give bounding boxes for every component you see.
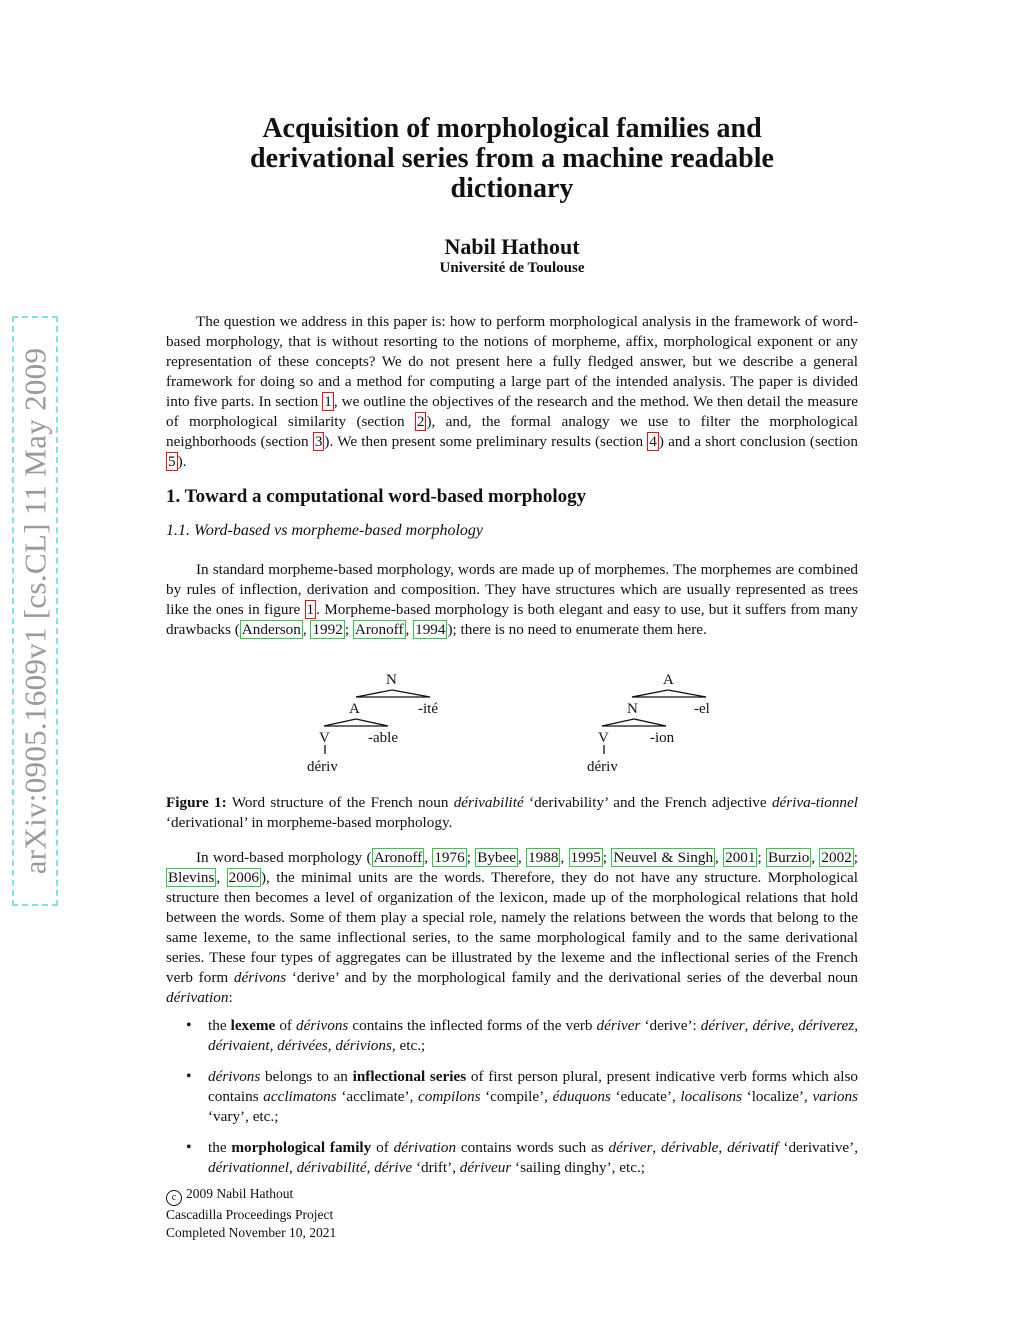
tree-derivabilite (300, 672, 470, 782)
citation-aronoff-1[interactable]: Aronoff (373, 849, 423, 866)
copyright-icon: c (166, 1190, 182, 1206)
section-ref-1[interactable]: 1 (324, 393, 332, 410)
tree-1-stem: dériv (307, 759, 338, 775)
arxiv-stamp-text: arXiv:0905.1609v1 [cs.CL] 11 May 2009 (17, 347, 52, 875)
list-item-morphological-family: • the morphological family of dérivation contains words such as dériver, dérivable, dérivatif ‘derivative’, dérivationnel, dérivabilité, dérive ‘drift’, dériveur ‘sailing dinghy’, etc.; (186, 1138, 858, 1178)
citation-2001[interactable]: 2001 (725, 849, 756, 866)
title-line-3: dictionary (450, 173, 574, 204)
citation-anderson[interactable]: Anderson (241, 621, 301, 638)
subsection-1-1-heading: 1.1. Word-based vs morpheme-based morphology (166, 522, 483, 539)
citation-blevins[interactable]: Blevins (168, 869, 215, 886)
author-name: Nabil Hathout (444, 234, 580, 259)
section-ref-3[interactable]: 3 (314, 433, 323, 450)
citation-1994[interactable]: 1994 (415, 621, 446, 638)
tree-2-stem: dériv (587, 759, 618, 775)
section-ref-4[interactable]: 4 (649, 433, 657, 450)
footer (166, 1185, 336, 1242)
tree-2-leaf: V (598, 730, 609, 746)
paragraph-1: In standard morpheme-based morphology, words are made up of morphemes. The morphemes are combined by rules of inflection, derivation and composition. They have structures which are usually represented as trees like the ones in figure 1 . Morpheme-based morphology is both elegant and easy to use, but it suffers from many drawbacks ( Anderson , 1992 ; Aronoff , 1994 ); there is no need to enumerate them here. (166, 561, 858, 638)
tree-1-leaf-suffix: -able (368, 730, 398, 746)
citation-1992[interactable]: 1992 (312, 621, 343, 638)
figure-1-label: Figure 1: (166, 794, 227, 811)
tree-derivationnel (580, 672, 750, 782)
affiliation: Université de Toulouse (439, 260, 585, 276)
project-line: Cascadilla Proceedings Project (166, 1207, 334, 1222)
citation-bybee[interactable]: Bybee (477, 849, 517, 866)
section-ref-5[interactable]: 5 (168, 453, 176, 470)
arxiv-stamp (12, 316, 58, 906)
section-1-heading: 1. Toward a computational word-based morphology (166, 486, 587, 507)
tree-1-leaf: V (319, 730, 330, 746)
citation-1976[interactable]: 1976 (434, 849, 465, 866)
abstract: The question we address in this paper is: how to perform morphological analysis in the framework of word-based morphology, that is without resorting to the notions of morpheme, affix, morphological exponent or any representation of these concepts? We do not present here a fully fledged answer, but we describe a general framework for doing so and a method for computing a large part of the intended analysis. The paper is divided into five parts. In section 1 , we outline the objectives of the research and the method. We then detail the measure of morphological similarity (section 2 ), and, the formal analogy we use to filter the morphological neighborhoods (section 3 ). We then present some preliminary results (section 4 ) and a short conclusion (section 5 ). (166, 313, 859, 470)
figure-ref-1[interactable]: 1 (306, 601, 315, 618)
section-ref-2[interactable]: 2 (416, 413, 425, 430)
completed-line: Completed November 10, 2021 (166, 1225, 337, 1240)
paragraph-2: In word-based morphology ( Aronoff , 1976 ; Bybee , 1988 , 1995 ; Neuvel & Singh , 2001 ; Burzio , 2002 ; Blevins , 2006 ), the minimal units are the words. Therefore, they do not have any structure. Morphological structure then becomes a level of organization of the lexicon, made up of the morphological relations that hold between the words. Some of them play a special role, namely the relations between the words that belong to the same lexeme, to the same inflectional series, to the same morphological family and to the same derivational series. These four types of aggregates can be illustrated by the lexeme and the inflectional series of the French verb form dérivons ‘derive’ and by the morphological family and the derivational series of the deverbal noun dérivation: (166, 849, 859, 1006)
title-line-2: derivational series from a machine readable (250, 143, 774, 174)
tree-1-mid: A (349, 701, 360, 717)
tree-1-mid-suffix: -ité (418, 701, 438, 717)
copyright-line: c 2009 Nabil Hathout (166, 1185, 336, 1206)
tree-2-leaf-suffix: -ion (650, 730, 675, 746)
list-item-lexeme: • the lexeme of dérivons contains the inflected forms of the verb dériver ‘derive’: dériver, dérive, dériverez, dérivaient, dérivées, dérivions, etc.; (186, 1016, 858, 1056)
title-line-1: Acquisition of morphological families and (262, 113, 762, 144)
citation-1995[interactable]: 1995 (570, 849, 601, 866)
tree-2-mid-suffix: -el (694, 701, 710, 717)
aggregate-list (186, 1016, 858, 1189)
figure-1-caption: Figure 1: Word structure of the French noun dérivabilité ‘derivability’ and the French adjective dériva-tionnel ‘derivational’ in morpheme-based morphology. (166, 794, 858, 831)
tree-2-root: A (663, 672, 674, 688)
citation-burzio[interactable]: Burzio (767, 849, 810, 866)
citation-1988[interactable]: 1988 (528, 849, 559, 866)
list-item-inflectional-series: • dérivons belongs to an inflectional series of first person plural, present indicative verb forms which also contains acclimatons ‘acclimate’, compilons ‘compile’, éduquons ‘educate’, localisons ‘localize’, varions ‘vary’, etc.; (186, 1067, 858, 1127)
paper-title (200, 114, 824, 204)
citation-aronoff[interactable]: Aronoff (354, 621, 404, 638)
citation-2006[interactable]: 2006 (228, 869, 259, 886)
citation-neuvel-singh[interactable]: Neuvel & Singh (613, 849, 714, 866)
tree-1-root: N (386, 672, 397, 688)
tree-2-mid: N (627, 701, 638, 717)
citation-2002[interactable]: 2002 (821, 849, 852, 866)
